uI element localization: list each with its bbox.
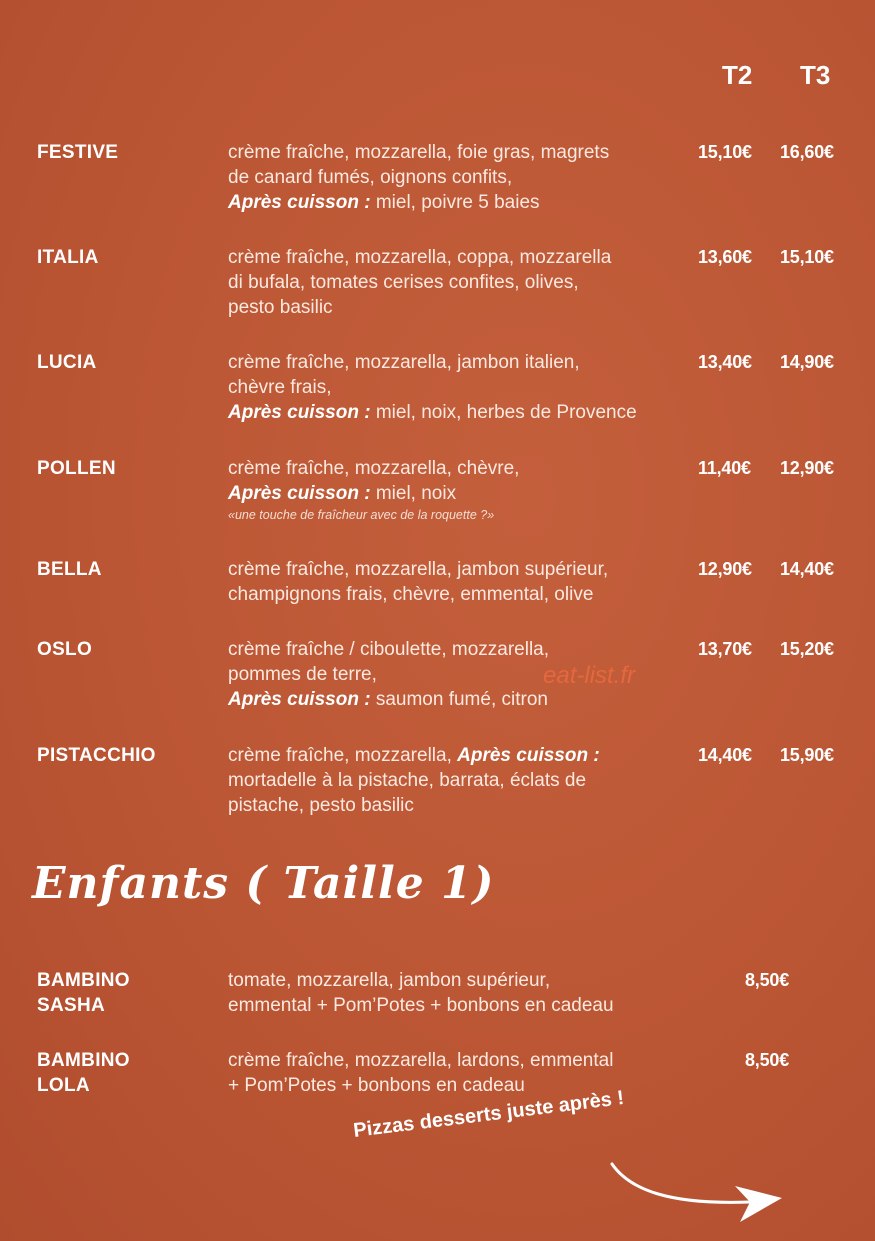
pizza-note: «une touche de fraîcheur avec de la roquette ?» <box>228 508 495 522</box>
kids-pizza-name <box>37 1048 130 1098</box>
after-cooking-label: Après cuisson : <box>228 483 371 504</box>
after-cooking-text: miel, poivre 5 baies <box>370 192 540 213</box>
after-cooking-line <box>228 481 693 506</box>
description-prefix: crème fraîche, mozzarella, <box>228 745 458 766</box>
column-header-t3: T3 <box>800 60 831 90</box>
kids-description <box>228 1048 693 1098</box>
description-line: emmental + Pom’Potes + bonbons en cadeau <box>228 995 614 1016</box>
pizza-description <box>228 140 693 215</box>
price-t3: 14,90€ <box>780 352 834 372</box>
after-cooking-label: Après cuisson : <box>228 192 371 213</box>
description-line: de canard fumés, oignons confits, <box>228 167 513 188</box>
description-line: champignons frais, chèvre, emmental, olive <box>228 584 594 605</box>
description-line: pesto basilic <box>228 297 333 318</box>
after-cooking-line <box>228 190 693 215</box>
curved-arrow-right-icon <box>600 1150 800 1240</box>
description-line <box>228 743 693 768</box>
desserts-teaser: Pizzas desserts juste après ! <box>352 1086 626 1143</box>
price-t3: 15,10€ <box>780 247 834 267</box>
kids-name-line: LOLA <box>37 1075 90 1096</box>
kids-price: 8,50€ <box>745 970 790 990</box>
after-cooking-line <box>228 687 693 712</box>
price-t2: 14,40€ <box>698 745 752 765</box>
price-t2: 12,90€ <box>698 559 752 579</box>
kids-section-title: Enfants ( Taille 1) <box>32 858 495 909</box>
after-cooking-label: Après cuisson : <box>228 402 371 423</box>
description-line: crème fraîche, mozzarella, coppa, mozzarella <box>228 247 612 268</box>
kids-description <box>228 968 693 1018</box>
price-t2: 13,70€ <box>698 639 752 659</box>
pizza-name: FESTIVE <box>37 142 119 163</box>
description-line: crème fraîche, mozzarella, chèvre, <box>228 458 520 479</box>
description-line: mortadelle à la pistache, barrata, éclats de <box>228 770 587 791</box>
pizza-name: POLLEN <box>37 458 116 479</box>
price-t2: 11,40€ <box>698 458 751 478</box>
column-header-t2: T2 <box>722 60 753 90</box>
description-line: di bufala, tomates cerises confites, olives, <box>228 272 579 293</box>
after-cooking-text: saumon fumé, citron <box>370 689 548 710</box>
description-line: pommes de terre, <box>228 664 377 685</box>
kids-name-line: SASHA <box>37 995 106 1016</box>
description-line: crème fraîche / ciboulette, mozzarella, <box>228 639 550 660</box>
pizza-description <box>228 245 693 320</box>
pizza-name: ITALIA <box>37 247 99 268</box>
description-line: pistache, pesto basilic <box>228 795 414 816</box>
kids-pizza-name <box>37 968 130 1018</box>
description-line: tomate, mozzarella, jambon supérieur, <box>228 970 551 991</box>
kids-name-line: BAMBINO <box>37 1050 130 1071</box>
pizza-description <box>228 456 693 524</box>
description-line: crème fraîche, mozzarella, lardons, emmental <box>228 1050 614 1071</box>
price-t3: 15,90€ <box>780 745 834 765</box>
price-t3: 16,60€ <box>780 142 834 162</box>
after-cooking-line <box>228 400 693 425</box>
after-cooking-text: miel, noix <box>370 483 457 504</box>
price-t3: 12,90€ <box>780 458 834 478</box>
after-cooking-label: Après cuisson : <box>457 745 600 766</box>
description-line: chèvre frais, <box>228 377 332 398</box>
pizza-name: OSLO <box>37 639 93 660</box>
watermark: eat-list.fr <box>543 662 636 689</box>
pizza-description <box>228 557 693 607</box>
price-t2: 13,60€ <box>698 247 752 267</box>
pizza-name: BELLA <box>37 559 102 580</box>
price-t3: 15,20€ <box>780 639 834 659</box>
pizza-description <box>228 743 693 818</box>
price-t2: 13,40€ <box>698 352 752 372</box>
kids-name-line: BAMBINO <box>37 970 130 991</box>
after-cooking-text: miel, noix, herbes de Provence <box>370 402 637 423</box>
pizza-name: LUCIA <box>37 352 97 373</box>
kids-price: 8,50€ <box>745 1050 790 1070</box>
pizza-description <box>228 350 693 425</box>
price-t3: 14,40€ <box>780 559 834 579</box>
price-t2: 15,10€ <box>698 142 752 162</box>
pizza-name: PISTACCHIO <box>37 745 156 766</box>
description-line: + Pom’Potes + bonbons en cadeau <box>228 1075 525 1096</box>
description-line: crème fraîche, mozzarella, foie gras, magrets <box>228 142 610 163</box>
description-line: crème fraîche, mozzarella, jambon supérieur, <box>228 559 609 580</box>
description-line: crème fraîche, mozzarella, jambon italien, <box>228 352 580 373</box>
after-cooking-label: Après cuisson : <box>228 689 371 710</box>
